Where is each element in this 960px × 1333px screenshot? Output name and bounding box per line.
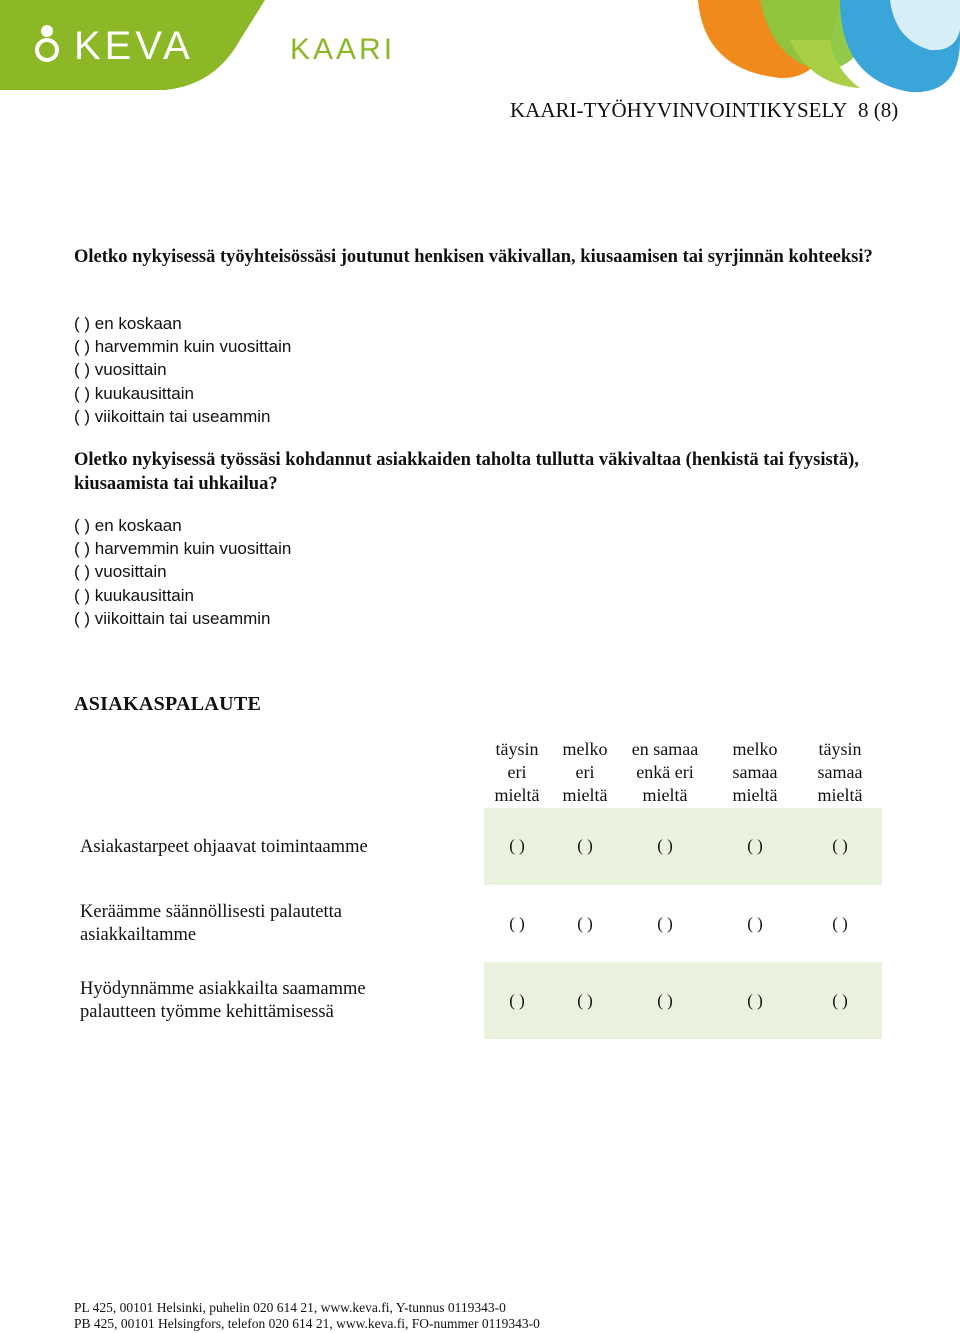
option[interactable]: ( ) vuosittain <box>74 562 167 582</box>
table-row-label: Hyödynnämme asiakkailta saamamme palautteen työmme kehittämisessä <box>80 979 366 1022</box>
column-header: en samaa enkä eri mieltä <box>631 739 699 805</box>
option[interactable]: ( ) viikoittain tai useammin <box>74 608 271 628</box>
question-1-text: Oletko nykyisessä työyhteisössäsi joutunut henkisen väkivallan, kiusaamisen tai syrjinnän kohteeksi? <box>74 247 873 267</box>
rating-option[interactable]: ( ) <box>657 836 673 855</box>
question-2-text: Oletko nykyisessä työssäsi kohdannut asiakkaiden taholta tullutta väkivaltaa (henkistä tai fyysistä), kiusaamista tai uhkailua? <box>74 450 859 494</box>
rating-option[interactable]: ( ) <box>832 914 848 933</box>
column-header: melko samaa mieltä <box>732 739 778 805</box>
column-header: täysin samaa mieltä <box>817 739 863 805</box>
question-1-options <box>74 312 291 428</box>
option[interactable]: ( ) en koskaan <box>74 516 182 535</box>
rating-option[interactable]: ( ) <box>657 991 673 1010</box>
rating-option[interactable]: ( ) <box>832 836 848 855</box>
rating-option[interactable]: ( ) <box>577 836 593 855</box>
section-title: ASIAKASPALAUTE <box>74 693 262 715</box>
question-2-options <box>74 514 291 630</box>
option[interactable]: ( ) en koskaan <box>74 314 182 333</box>
footer-line: PB 425, 00101 Helsingfors, telefon 020 614 21, www.keva.fi, FO-nummer 0119343-0 <box>74 1316 540 1331</box>
document-title: KAARI-TYÖHYVINVOINTIKYSELY <box>510 98 848 122</box>
option[interactable]: ( ) harvemmin kuin vuosittain <box>74 337 292 357</box>
rating-option[interactable]: ( ) <box>747 836 763 855</box>
option[interactable]: ( ) kuukausittain <box>74 383 194 403</box>
rating-option[interactable]: ( ) <box>657 914 673 933</box>
keva-logo-text: KEVA <box>74 24 194 68</box>
option[interactable]: ( ) vuosittain <box>74 360 167 380</box>
option[interactable]: ( ) harvemmin kuin vuosittain <box>74 539 292 559</box>
option[interactable]: ( ) viikoittain tai useammin <box>74 406 271 426</box>
table-row-label: Asiakastarpeet ohjaavat toimintaamme <box>80 837 368 857</box>
footer-line: PL 425, 00101 Helsinki, puhelin 020 614 21, www.keva.fi, Y-tunnus 0119343-0 <box>74 1300 506 1315</box>
kaari-logo: KAARI <box>290 33 396 66</box>
decorative-arcs-graphic <box>690 0 960 100</box>
option[interactable]: ( ) kuukausittain <box>74 585 194 605</box>
column-header: melko eri mieltä <box>562 739 608 805</box>
rating-option[interactable]: ( ) <box>747 914 763 933</box>
rating-option[interactable]: ( ) <box>577 914 593 933</box>
rating-option[interactable]: ( ) <box>509 914 525 933</box>
table-row-label: Keräämme säännöllisesti palautetta asiakkailtamme <box>80 902 342 945</box>
rating-option[interactable]: ( ) <box>577 991 593 1010</box>
rating-option[interactable]: ( ) <box>509 991 525 1010</box>
rating-option[interactable]: ( ) <box>832 991 848 1010</box>
page-number: 8 (8) <box>858 98 899 122</box>
column-header: täysin eri mieltä <box>494 739 540 805</box>
rating-option[interactable]: ( ) <box>747 991 763 1010</box>
rating-option[interactable]: ( ) <box>509 836 525 855</box>
footer <box>74 1300 540 1332</box>
